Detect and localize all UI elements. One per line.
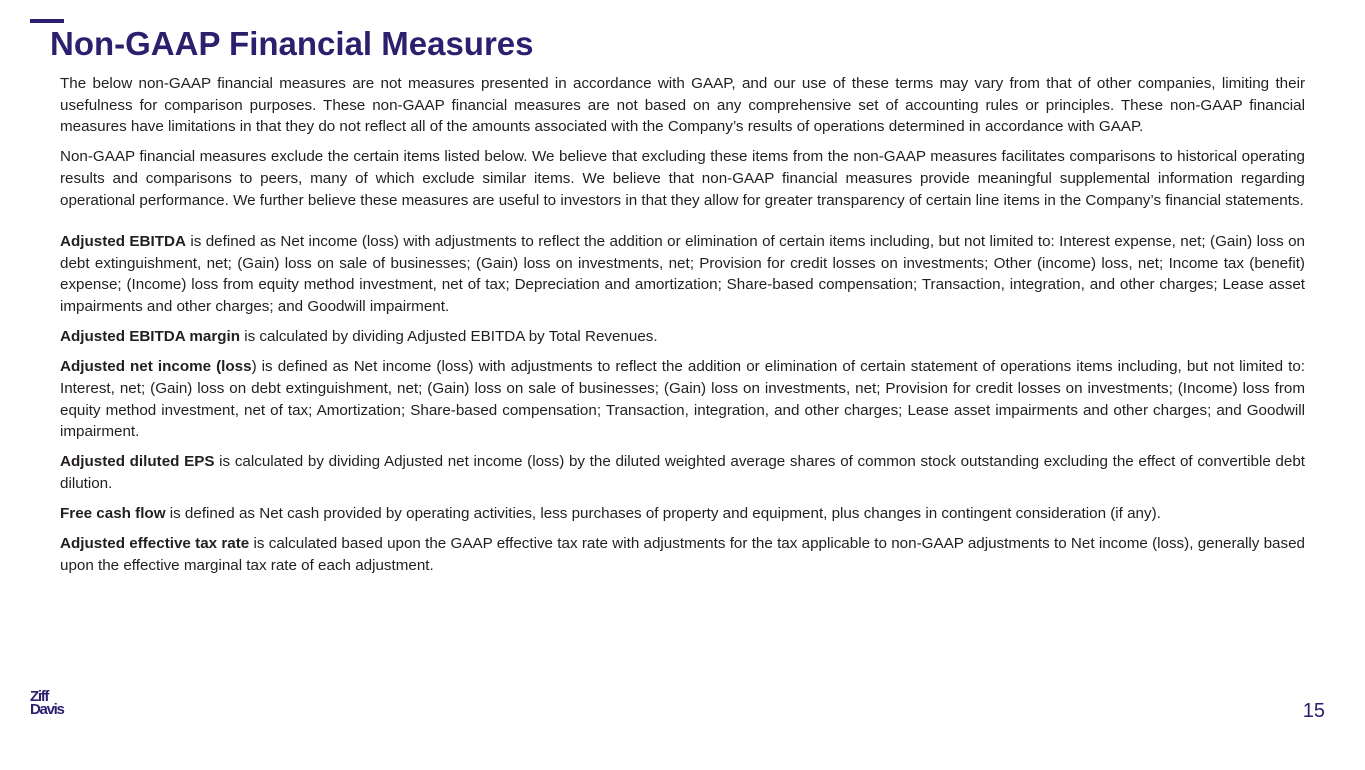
intro-paragraph-2: Non-GAAP financial measures exclude the certain items listed below. We believe that excluding these items from the non-GAAP measures facilitates comparisons to historical operating results and comparisons to peers, many of which exclude similar items. We believe that non-GAAP financial measures provide meaningful supplemental information regarding operational performance. We further believe these measures are useful to investors in that they allow for greater transparency of certain line items in the Company’s financial statements. (60, 148, 1305, 209)
definition-term: Free cash flow (60, 505, 166, 523)
ziff-davis-logo (30, 688, 64, 718)
definition-free-cash-flow (60, 503, 1305, 525)
definition-text: is defined as Net cash provided by operating activities, less purchases of property and equipment, plus changes in contingent consideration (if any). (165, 505, 1161, 523)
definition-adjusted-ebitda (60, 231, 1305, 317)
definition-term: Adjusted EBITDA margin (60, 328, 241, 346)
definition-adjusted-diluted-eps (60, 451, 1305, 494)
definition-adjusted-effective-tax-rate (60, 533, 1305, 576)
logo-line-2: Davis (30, 700, 64, 718)
definition-text: is calculated by dividing Adjusted net income (loss) by the diluted weighted average shares of common stock outstanding excluding the effect of convertible debt dilution. (60, 453, 1305, 492)
definition-term: Adjusted net income (loss (60, 358, 252, 376)
definition-text: is calculated based upon the GAAP effective tax rate with adjustments for the tax applicable to non-GAAP adjustments to Net income (loss), generally based upon the effective marginal tax rate of each adjustment. (60, 535, 1305, 574)
definition-adjusted-ebitda-margin (60, 326, 1305, 348)
body-text (60, 73, 1305, 585)
definition-term: Adjusted diluted EPS (60, 453, 215, 471)
page-number: 15 (1302, 700, 1325, 722)
definition-text: ) is defined as Net income (loss) with adjustments to reflect the addition or elimination of certain statement of operations items including, but not limited to: Interest, net; (Gain) loss on debt extinguishment, net; (Gain) loss on sale of businesses; (Gain) loss on investments, net; Provision for credit losses on investments; (Income) loss from equity method investment, net of tax; Amortization; Share-based compensation; Transaction, integration, and other charges; Lease asset impairments and other charges; and Goodwill impairment. (60, 358, 1306, 441)
definition-text: is calculated by dividing Adjusted EBITDA by Total Revenues. (240, 328, 658, 346)
definition-text: is defined as Net income (loss) with adjustments to reflect the addition or elimination of certain items including, but not limited to: Interest expense, net; (Gain) loss on debt extinguishment, net; (Gain) loss on sale of businesses; (Gain) loss on investments, net; Provision for credit losses on investments; Other (income) loss, net; Income tax (benefit) expense; (Income) loss from equity method investment, net of tax; Depreciation and amortization; Share-based compensation; Transaction, integration, and other charges; Lease asset impairments and other charges; and Goodwill impairment. (60, 233, 1305, 315)
logo-line-1: Ziff (30, 688, 49, 705)
page-title: Non-GAAP Financial Measures (50, 25, 534, 62)
title-accent-bar (30, 19, 64, 23)
definition-term: Adjusted EBITDA (60, 233, 186, 251)
definition-adjusted-net-income (60, 356, 1305, 442)
intro-paragraph-1: The below non-GAAP financial measures are not measures presented in accordance with GAAP, and our use of these terms may vary from that of other companies, limiting their usefulness for comparison purposes. These non-GAAP financial measures are not based on any comprehensive set of accounting rules or principles. These non-GAAP financial measures have limitations in that they do not reflect all of the amounts associated with the Company’s results of operations determined in accordance with GAAP. (60, 75, 1305, 136)
definition-term: Adjusted effective tax rate (60, 535, 250, 553)
